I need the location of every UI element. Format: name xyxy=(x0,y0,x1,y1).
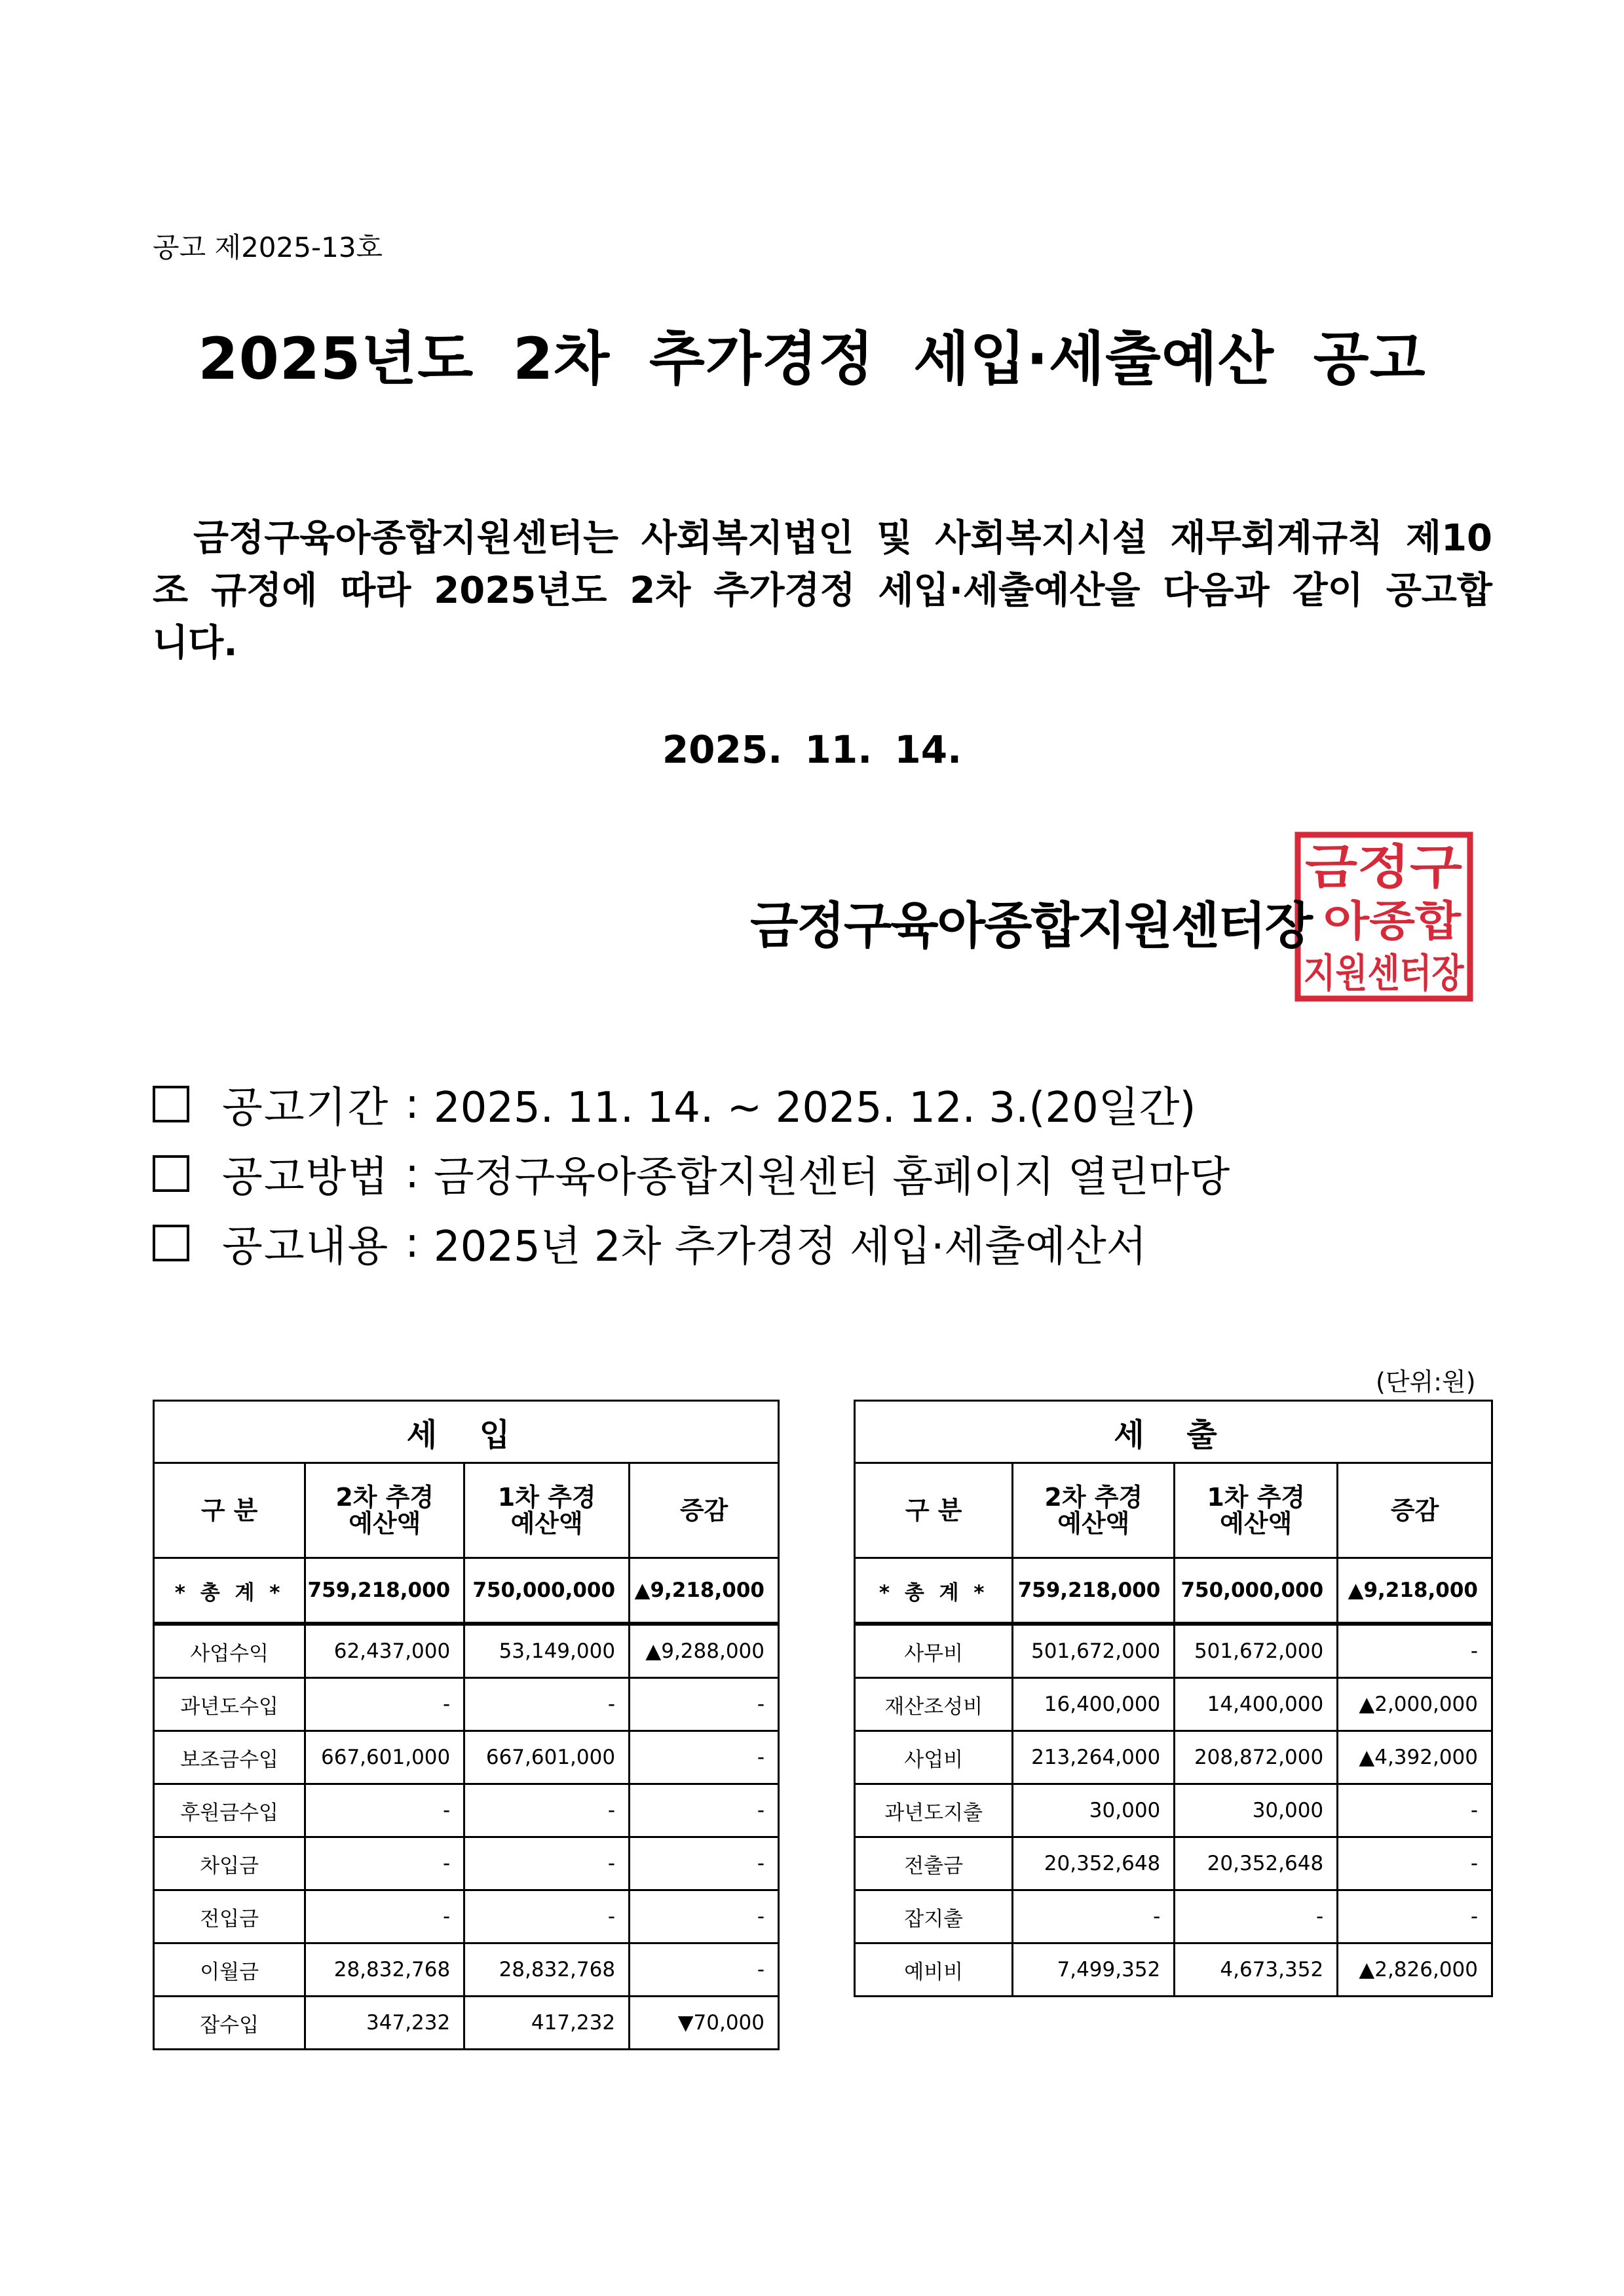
category-cell: 차입금 xyxy=(154,1837,305,1890)
category-cell: 사업비 xyxy=(855,1731,1013,1784)
change-cell: - xyxy=(630,1943,779,1997)
table-row xyxy=(855,1943,1492,1997)
column-header: 2차 추경 예산액 xyxy=(1013,1463,1175,1558)
checkbox-square-icon xyxy=(153,1086,189,1122)
second-budget-cell: 20,352,648 xyxy=(1013,1837,1175,1890)
second-budget-cell: 347,232 xyxy=(305,1997,464,2050)
notice-number: 공고 제2025-13호 xyxy=(153,231,383,263)
first-budget-cell: 208,872,000 xyxy=(1175,1731,1338,1784)
category-cell: 과년도수입 xyxy=(154,1678,305,1731)
first-budget-cell: 4,673,352 xyxy=(1175,1943,1338,1997)
table-section-title: 세 출 xyxy=(855,1401,1492,1463)
page-title: 2025년도 2차 추가경정 세입·세출예산 공고 xyxy=(198,325,1426,392)
second-budget-cell: 501,672,000 xyxy=(1013,1624,1175,1678)
first-budget-cell: - xyxy=(464,1678,630,1731)
table-row xyxy=(855,1624,1492,1678)
item-label: 공고내용 xyxy=(222,1223,390,1271)
change-cell: - xyxy=(1338,1890,1492,1943)
second-budget-cell: 667,601,000 xyxy=(305,1731,464,1784)
first-budget-cell: 417,232 xyxy=(464,1997,630,2050)
change-cell: - xyxy=(1338,1624,1492,1678)
table-row xyxy=(154,1997,779,2050)
second-budget-cell: 30,000 xyxy=(1013,1784,1175,1837)
item-value: 2025. 11. 14. ~ 2025. 12. 3.(20일간) xyxy=(433,1084,1196,1132)
table-row xyxy=(855,1731,1492,1784)
column-header: 구 분 xyxy=(154,1463,305,1558)
first-budget-cell: 750,000,000 xyxy=(464,1558,630,1624)
item-label: 공고기간 xyxy=(222,1084,390,1132)
table-row xyxy=(855,1890,1492,1943)
notice-items xyxy=(153,1069,1230,1278)
category-cell: * 총 계 * xyxy=(855,1558,1013,1624)
second-budget-cell: 62,437,000 xyxy=(305,1624,464,1678)
table-row xyxy=(154,1624,779,1678)
second-budget-cell: 16,400,000 xyxy=(1013,1678,1175,1731)
second-budget-cell: - xyxy=(305,1784,464,1837)
total-row xyxy=(154,1558,779,1624)
change-cell: ▲4,392,000 xyxy=(1338,1731,1492,1784)
first-budget-cell: 750,000,000 xyxy=(1175,1558,1338,1624)
category-cell: 과년도지출 xyxy=(855,1784,1013,1837)
seal-line-2: 아종합 xyxy=(1323,898,1462,946)
notice-item-method xyxy=(153,1139,1230,1208)
first-budget-cell: - xyxy=(464,1890,630,1943)
second-budget-cell: - xyxy=(305,1890,464,1943)
item-value: 금정구육아종합지원센터 홈페이지 열린마당 xyxy=(433,1153,1230,1202)
signer-name: 금정구육아종합지원센터장 xyxy=(750,896,1312,955)
category-cell: 후원금수입 xyxy=(154,1784,305,1837)
item-separator: : xyxy=(405,1149,419,1198)
second-budget-cell: 759,218,000 xyxy=(1013,1558,1175,1624)
category-cell: 전출금 xyxy=(855,1837,1013,1890)
table-row xyxy=(154,1678,779,1731)
category-cell: 전입금 xyxy=(154,1890,305,1943)
first-budget-cell: 28,832,768 xyxy=(464,1943,630,1997)
seal-line-1: 금정구 xyxy=(1305,839,1463,894)
column-header: 구 분 xyxy=(855,1463,1013,1558)
second-budget-cell: - xyxy=(1013,1890,1175,1943)
category-cell: 보조금수입 xyxy=(154,1731,305,1784)
table-row xyxy=(154,1784,779,1837)
column-header: 1차 추경 예산액 xyxy=(464,1463,630,1558)
second-budget-cell: - xyxy=(305,1678,464,1731)
first-budget-cell: - xyxy=(464,1784,630,1837)
first-budget-cell: - xyxy=(464,1837,630,1890)
announcement-date: 2025. 11. 14. xyxy=(662,727,962,772)
category-cell: * 총 계 * xyxy=(154,1558,305,1624)
total-row xyxy=(855,1558,1492,1624)
table-row xyxy=(154,1943,779,1997)
category-cell: 이월금 xyxy=(154,1943,305,1997)
category-cell: 재산조성비 xyxy=(855,1678,1013,1731)
notice-item-content xyxy=(153,1208,1230,1278)
change-cell: - xyxy=(630,1890,779,1943)
item-value: 2025년 2차 추가경정 세입·세출예산서 xyxy=(433,1223,1147,1271)
first-budget-cell: 30,000 xyxy=(1175,1784,1338,1837)
change-cell: - xyxy=(630,1837,779,1890)
change-cell: - xyxy=(630,1784,779,1837)
expenditure-table xyxy=(854,1400,1493,1997)
table-row xyxy=(154,1837,779,1890)
column-header: 증감 xyxy=(630,1463,779,1558)
notice-item-period xyxy=(153,1069,1230,1139)
change-cell: ▲2,000,000 xyxy=(1338,1678,1492,1731)
column-header: 2차 추경 예산액 xyxy=(305,1463,464,1558)
first-budget-cell: 14,400,000 xyxy=(1175,1678,1338,1731)
item-label: 공고방법 xyxy=(222,1153,390,1202)
table-row xyxy=(154,1890,779,1943)
seal-line-3: 지원센터장 xyxy=(1303,951,1465,997)
category-cell: 잡지출 xyxy=(855,1890,1013,1943)
table-section-title: 세 입 xyxy=(154,1401,779,1463)
category-cell: 사무비 xyxy=(855,1624,1013,1678)
change-cell: ▲9,218,000 xyxy=(1338,1558,1492,1624)
table-row xyxy=(154,1731,779,1784)
item-separator: : xyxy=(405,1219,419,1267)
change-cell: ▲9,288,000 xyxy=(630,1624,779,1678)
table-row xyxy=(855,1837,1492,1890)
first-budget-cell: 53,149,000 xyxy=(464,1624,630,1678)
first-budget-cell: 20,352,648 xyxy=(1175,1837,1338,1890)
change-cell: ▲2,826,000 xyxy=(1338,1943,1492,1997)
category-cell: 사업수익 xyxy=(154,1624,305,1678)
column-header: 1차 추경 예산액 xyxy=(1175,1463,1338,1558)
item-separator: : xyxy=(405,1080,419,1128)
change-cell: - xyxy=(1338,1837,1492,1890)
table-row xyxy=(855,1678,1492,1731)
change-cell: - xyxy=(630,1731,779,1784)
second-budget-cell: 7,499,352 xyxy=(1013,1943,1175,1997)
revenue-table xyxy=(153,1400,780,2050)
first-budget-cell: - xyxy=(1175,1890,1338,1943)
change-cell: - xyxy=(1338,1784,1492,1837)
second-budget-cell: - xyxy=(305,1837,464,1890)
first-budget-cell: 667,601,000 xyxy=(464,1731,630,1784)
announcement-body: 금정구육아종합지원센터는 사회복지법인 및 사회복지시설 재무회계규칙 제10조 규정에 따라 2025년도 2차 추가경정 세입·세출예산을 다음과 같이 공고합니다. xyxy=(153,517,1492,664)
first-budget-cell: 501,672,000 xyxy=(1175,1624,1338,1678)
second-budget-cell: 28,832,768 xyxy=(305,1943,464,1997)
table-row xyxy=(855,1784,1492,1837)
category-cell: 잡수입 xyxy=(154,1997,305,2050)
unit-label: (단위:원) xyxy=(1376,1368,1476,1396)
second-budget-cell: 213,264,000 xyxy=(1013,1731,1175,1784)
checkbox-square-icon xyxy=(153,1155,189,1192)
column-header: 증감 xyxy=(1338,1463,1492,1558)
change-cell: ▼70,000 xyxy=(630,1997,779,2050)
official-seal xyxy=(1294,831,1474,1003)
checkbox-square-icon xyxy=(153,1225,189,1261)
second-budget-cell: 759,218,000 xyxy=(305,1558,464,1624)
change-cell: ▲9,218,000 xyxy=(630,1558,779,1624)
category-cell: 예비비 xyxy=(855,1943,1013,1997)
change-cell: - xyxy=(630,1678,779,1731)
